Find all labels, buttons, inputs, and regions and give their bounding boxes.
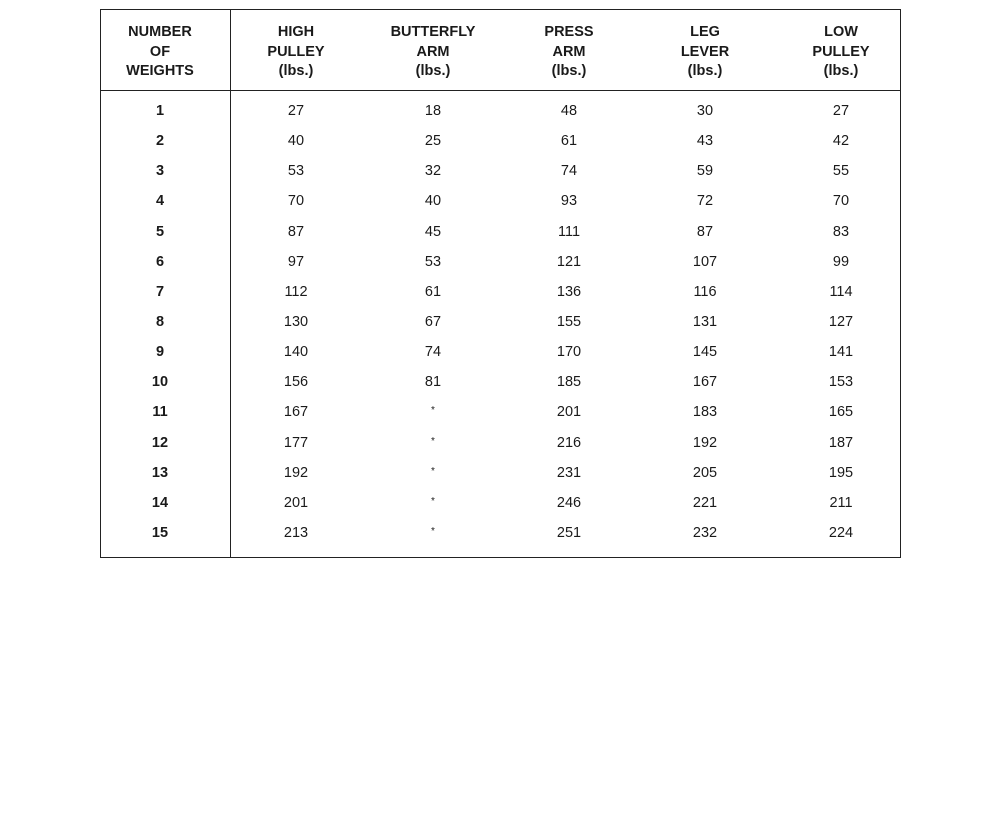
- header-butterfly-arm: BUTTERFLY ARM (lbs.): [390, 24, 476, 79]
- cell-low-pulley: 165: [828, 404, 854, 421]
- table-header-row: [101, 10, 900, 90]
- cell-low-pulley: 127: [828, 313, 854, 330]
- cell-press-arm: 246: [556, 494, 582, 511]
- cell-high-pulley: 140: [283, 344, 309, 361]
- cell-butterfly-arm: *: [431, 405, 435, 417]
- cell-leg-lever: 30: [696, 103, 714, 119]
- cell-number-of-weights: 11: [152, 404, 168, 421]
- cell-leg-lever: 43: [696, 133, 714, 150]
- cell-low-pulley: 224: [828, 524, 854, 541]
- cell-leg-lever: 167: [692, 374, 718, 391]
- cell-high-pulley: 97: [287, 253, 305, 270]
- cell-butterfly-arm: *: [431, 525, 435, 537]
- table-row: [101, 96, 900, 126]
- cell-low-pulley: 70: [832, 193, 850, 210]
- cell-leg-lever: 205: [692, 464, 718, 481]
- cell-butterfly-arm: 67: [424, 313, 442, 330]
- cell-high-pulley: 53: [287, 163, 305, 180]
- cell-low-pulley: 55: [832, 163, 850, 180]
- cell-number-of-weights: 14: [151, 494, 169, 511]
- cell-press-arm: 61: [560, 133, 578, 150]
- cell-number-of-weights: 12: [151, 434, 169, 451]
- cell-press-arm: 121: [556, 253, 582, 270]
- table-row: [101, 397, 900, 427]
- cell-press-arm: 136: [556, 283, 582, 300]
- cell-leg-lever: 232: [692, 524, 718, 541]
- cell-number-of-weights: 2: [155, 133, 165, 150]
- cell-high-pulley: 130: [283, 313, 309, 330]
- cell-high-pulley: 156: [283, 374, 309, 391]
- header-high-pulley: HIGH PULLEY (lbs.): [267, 24, 325, 79]
- cell-high-pulley: 213: [283, 524, 309, 541]
- cell-butterfly-arm: 74: [424, 344, 442, 361]
- table-row: [101, 277, 900, 307]
- cell-leg-lever: 72: [696, 193, 714, 210]
- table-row: [101, 186, 900, 216]
- table-row: [101, 458, 900, 488]
- cell-number-of-weights: 3: [155, 163, 165, 180]
- cell-number-of-weights: 8: [155, 313, 165, 330]
- cell-high-pulley: 70: [287, 193, 305, 210]
- cell-butterfly-arm: 32: [424, 163, 442, 180]
- cell-leg-lever: 183: [692, 404, 718, 421]
- cell-high-pulley: 177: [283, 434, 309, 451]
- cell-press-arm: 185: [556, 374, 582, 391]
- cell-number-of-weights: 6: [155, 253, 165, 270]
- cell-press-arm: 111: [557, 223, 581, 240]
- cell-leg-lever: 116: [693, 283, 717, 300]
- cell-low-pulley: 99: [832, 253, 850, 270]
- cell-low-pulley: 195: [828, 464, 854, 481]
- cell-high-pulley: 167: [283, 404, 309, 421]
- cell-press-arm: 74: [560, 163, 578, 180]
- cell-leg-lever: 145: [692, 344, 718, 361]
- table-row: [101, 307, 900, 337]
- weight-resistance-table: [100, 9, 901, 558]
- table-row: [101, 247, 900, 277]
- cell-number-of-weights: 10: [151, 374, 169, 391]
- cell-press-arm: 93: [560, 193, 578, 210]
- cell-number-of-weights: 7: [155, 283, 165, 300]
- cell-press-arm: 231: [556, 464, 582, 481]
- cell-butterfly-arm: *: [431, 465, 435, 477]
- cell-number-of-weights: 1: [155, 103, 165, 119]
- cell-leg-lever: 131: [692, 313, 718, 330]
- cell-press-arm: 48: [560, 103, 578, 119]
- cell-butterfly-arm: 81: [424, 374, 442, 391]
- header-number-of-weights: NUMBER OF WEIGHTS: [126, 24, 194, 79]
- cell-number-of-weights: 5: [155, 223, 165, 240]
- cell-butterfly-arm: *: [431, 435, 435, 447]
- cell-low-pulley: 211: [829, 494, 853, 511]
- cell-press-arm: 216: [556, 434, 582, 451]
- table-row: [101, 126, 900, 156]
- cell-low-pulley: 83: [832, 223, 850, 240]
- cell-number-of-weights: 9: [155, 344, 165, 361]
- table-row: [101, 367, 900, 397]
- cell-butterfly-arm: 53: [424, 253, 442, 270]
- cell-high-pulley: 201: [283, 494, 309, 511]
- cell-low-pulley: 114: [829, 283, 853, 300]
- header-leg-lever: LEG LEVER (lbs.): [680, 24, 730, 79]
- cell-press-arm: 251: [556, 524, 582, 541]
- header-rule: [101, 90, 900, 91]
- cell-press-arm: 201: [556, 404, 582, 421]
- cell-number-of-weights: 15: [151, 524, 169, 541]
- table-row: [101, 518, 900, 548]
- cell-leg-lever: 107: [692, 253, 718, 270]
- cell-high-pulley: 192: [283, 464, 309, 481]
- cell-leg-lever: 192: [692, 434, 718, 451]
- cell-high-pulley: 40: [287, 133, 305, 150]
- header-low-pulley: LOW PULLEY (lbs.): [812, 24, 870, 79]
- cell-high-pulley: 112: [284, 283, 308, 300]
- cell-butterfly-arm: *: [431, 495, 435, 507]
- cell-press-arm: 170: [556, 344, 582, 361]
- cell-leg-lever: 87: [696, 223, 714, 240]
- cell-number-of-weights: 13: [151, 464, 169, 481]
- cell-leg-lever: 59: [696, 163, 714, 180]
- table-row: [101, 217, 900, 247]
- table-row: [101, 337, 900, 367]
- cell-low-pulley: 27: [832, 103, 850, 119]
- cell-butterfly-arm: 61: [424, 283, 442, 300]
- header-press-arm: PRESS ARM (lbs.): [544, 24, 594, 79]
- cell-butterfly-arm: 18: [424, 103, 442, 119]
- table-body: [101, 96, 900, 548]
- cell-leg-lever: 221: [692, 494, 718, 511]
- cell-butterfly-arm: 45: [424, 223, 442, 240]
- cell-butterfly-arm: 40: [424, 193, 442, 210]
- cell-high-pulley: 27: [287, 103, 305, 119]
- cell-press-arm: 155: [556, 313, 582, 330]
- cell-low-pulley: 141: [828, 344, 854, 361]
- table-row: [101, 428, 900, 458]
- table-row: [101, 488, 900, 518]
- cell-butterfly-arm: 25: [424, 133, 442, 150]
- cell-low-pulley: 187: [828, 434, 854, 451]
- cell-low-pulley: 42: [832, 133, 850, 150]
- cell-number-of-weights: 4: [155, 193, 165, 210]
- cell-low-pulley: 153: [828, 374, 854, 391]
- table-row: [101, 156, 900, 186]
- cell-high-pulley: 87: [287, 223, 305, 240]
